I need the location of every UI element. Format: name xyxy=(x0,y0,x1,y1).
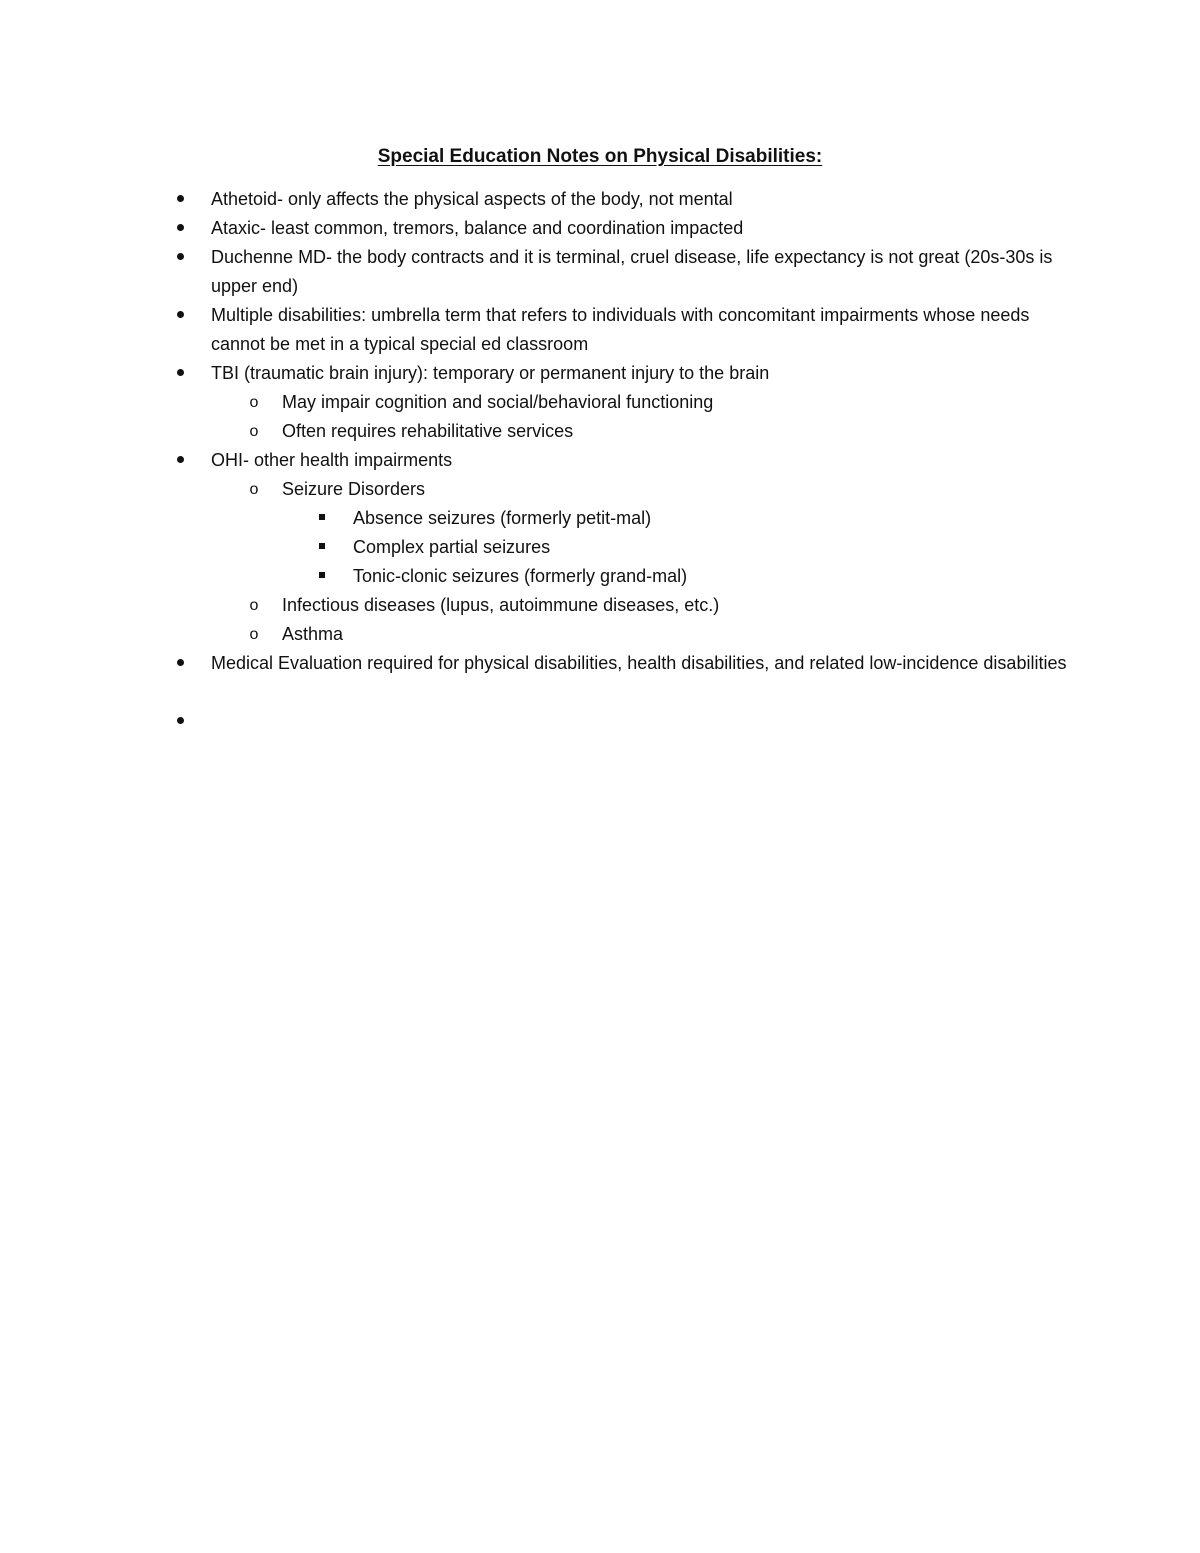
list-item xyxy=(0,649,1200,707)
disc-bullet-icon xyxy=(170,301,190,330)
list-item xyxy=(0,185,1200,214)
list-item-text: May impair cognition and social/behavioral functioning xyxy=(282,392,714,412)
list-item-text: Duchenne MD- the body contracts and it is terminal, cruel disease, life expectancy is not great (20s-30s is upper end) xyxy=(211,247,1053,296)
disc-bullet-icon xyxy=(170,359,190,388)
list-item xyxy=(0,243,1200,301)
list-item xyxy=(0,388,1200,417)
list-item-text: Asthma xyxy=(282,624,344,644)
list-item xyxy=(0,591,1200,620)
list-item-text: Infectious diseases (lupus, autoimmune diseases, etc.) xyxy=(282,595,720,615)
list-item xyxy=(0,707,1200,736)
disc-bullet-icon xyxy=(170,243,190,272)
disc-bullet-icon xyxy=(170,649,190,678)
list-item-text: OHI- other health impairments xyxy=(211,450,453,470)
list-item-text: Complex partial seizures xyxy=(353,537,551,557)
list-item xyxy=(0,417,1200,446)
list-item xyxy=(0,359,1200,388)
list-item-text: Athetoid- only affects the physical aspects of the body, not mental xyxy=(211,189,733,209)
square-bullet-icon xyxy=(312,562,332,591)
list-item-text: Ataxic- least common, tremors, balance and coordination impacted xyxy=(211,218,744,238)
list-item-text: Medical Evaluation required for physical disabilities, health disabilities, and related low-incidence disabilities xyxy=(211,653,1067,673)
disc-bullet-icon xyxy=(170,446,190,475)
list-item xyxy=(0,301,1200,359)
notes-list xyxy=(0,185,1200,736)
disc-bullet-icon xyxy=(170,185,190,214)
list-item-text: Seizure Disorders xyxy=(282,479,426,499)
list-item-text: Multiple disabilities: umbrella term that refers to individuals with concomitant impairments whose needs cannot be met in a typical special ed classroom xyxy=(211,305,1030,354)
circle-bullet-icon: o xyxy=(249,626,259,643)
list-item xyxy=(0,533,1200,562)
list-item xyxy=(0,446,1200,475)
list-item xyxy=(0,475,1200,504)
list-item xyxy=(0,620,1200,649)
square-bullet-icon xyxy=(312,533,332,562)
list-item xyxy=(0,562,1200,591)
list-item xyxy=(0,214,1200,243)
circle-bullet-icon: o xyxy=(249,481,259,498)
list-item xyxy=(0,504,1200,533)
page-title: Special Education Notes on Physical Disabilities: xyxy=(377,146,823,167)
disc-bullet-icon xyxy=(170,707,190,736)
list-item-text: Tonic-clonic seizures (formerly grand-mal) xyxy=(353,566,688,586)
circle-bullet-icon: o xyxy=(249,423,259,440)
list-item-text: TBI (traumatic brain injury): temporary or permanent injury to the brain xyxy=(211,363,770,383)
list-item-text: Often requires rehabilitative services xyxy=(282,421,574,441)
square-bullet-icon xyxy=(312,504,332,533)
disc-bullet-icon xyxy=(170,214,190,243)
list-item-text: Absence seizures (formerly petit-mal) xyxy=(353,508,652,528)
circle-bullet-icon: o xyxy=(249,597,259,614)
circle-bullet-icon: o xyxy=(249,394,259,411)
